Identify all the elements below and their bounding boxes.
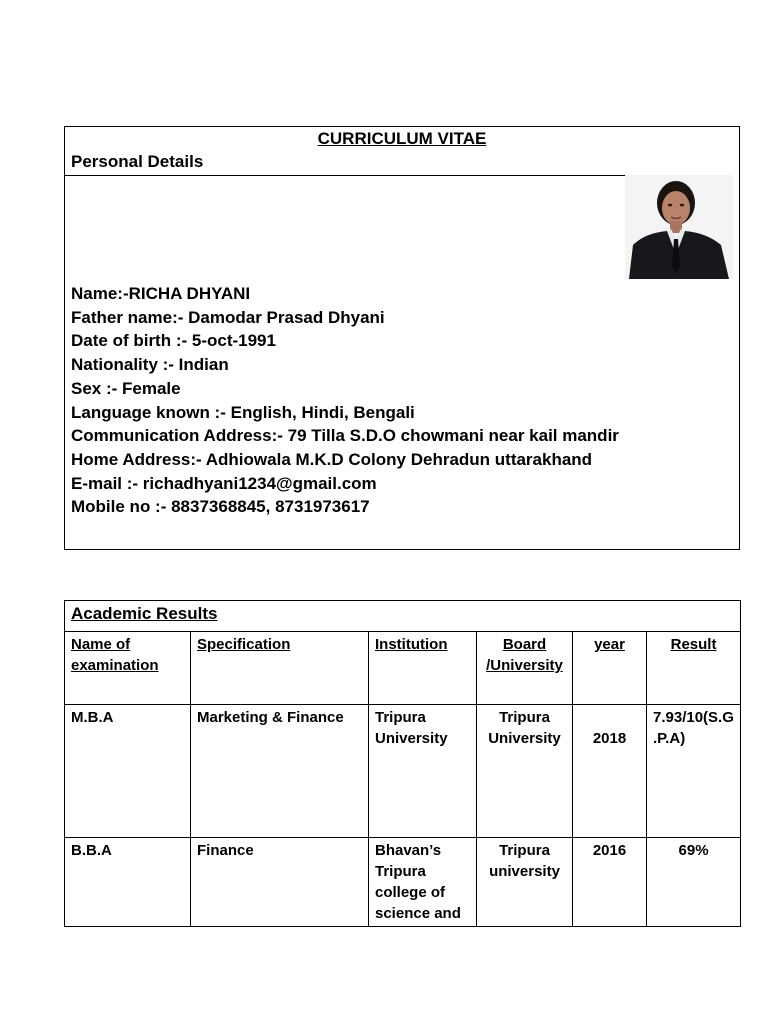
cell-year-value: 2018	[592, 730, 627, 747]
table-header-row	[65, 632, 741, 705]
header-institution: Institution	[369, 632, 477, 705]
cell-year: 2016	[573, 838, 647, 927]
profile-photo	[625, 175, 733, 279]
date-of-birth-line: Date of birth :- 5-oct-1991	[71, 331, 276, 351]
cell-exam: M.B.A	[65, 705, 191, 838]
academic-results-table	[64, 600, 741, 927]
name-line: Name:-RICHA DHYANI	[71, 284, 251, 303]
academic-results-heading: Academic Results	[65, 601, 741, 632]
personal-details-heading: Personal Details	[71, 152, 204, 171]
section-divider	[65, 175, 625, 176]
header-specification: Specification	[191, 632, 369, 705]
mobile-line: Mobile no :- 8837368845, 8731973617	[71, 497, 370, 517]
cell-year	[573, 705, 647, 838]
nationality-line: Nationality :- Indian	[71, 355, 229, 375]
personal-details-box	[64, 126, 740, 550]
cell-institution: Tripura University	[369, 705, 477, 838]
header-board: Board /University	[477, 632, 573, 705]
cell-result: 7.93/10(S.G.P.A)	[647, 705, 741, 838]
header-year: year	[573, 632, 647, 705]
table-row	[65, 838, 741, 927]
communication-address-line: Communication Address:- 79 Tilla S.D.O chowmani near kail mandir	[71, 426, 619, 446]
home-address-line: Home Address:- Adhiowala M.K.D Colony Dehradun uttarakhand	[71, 449, 593, 469]
sex-line: Sex :- Female	[71, 378, 181, 398]
cell-board: Tripura University	[477, 705, 573, 838]
header-exam: Name of examination	[65, 632, 191, 705]
cell-result: 69%	[647, 838, 741, 927]
cell-specification: Finance	[191, 838, 369, 927]
cv-title: CURRICULUM VITAE	[317, 129, 487, 148]
profile-photo-image	[625, 175, 733, 279]
father-name-line: Father name:- Damodar Prasad Dhyani	[71, 307, 385, 327]
cell-institution: Bhavan’s Tripura college of science and	[369, 838, 477, 927]
languages-line: Language known :- English, Hindi, Bengali	[71, 402, 415, 422]
cell-exam: B.B.A	[65, 838, 191, 927]
cell-board: Tripura university	[477, 838, 573, 927]
email-line: E-mail :- richadhyani1234@gmail.com	[71, 473, 377, 493]
table-row	[65, 705, 741, 838]
cell-specification: Marketing & Finance	[191, 705, 369, 838]
header-result: Result	[647, 632, 741, 705]
personal-details-list	[71, 282, 731, 519]
